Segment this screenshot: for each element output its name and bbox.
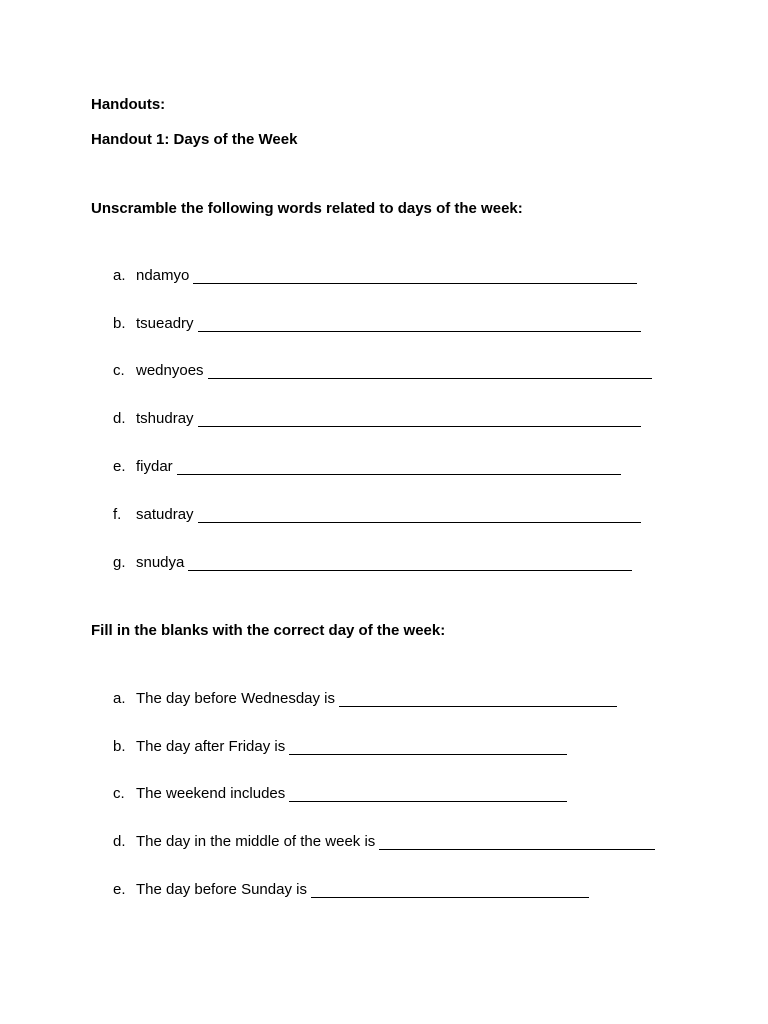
answer-blank[interactable] (198, 411, 641, 427)
unscramble-item (113, 314, 641, 334)
fill-in-prompt: The weekend includes (136, 785, 286, 802)
fill-in-item (113, 689, 617, 709)
item-letter: d. (113, 410, 126, 427)
answer-blank[interactable] (188, 555, 632, 571)
fill-in-item (113, 880, 589, 900)
unscramble-instruction: Unscramble the following words related to days of the week: (91, 200, 523, 217)
unscramble-item (113, 553, 632, 573)
item-letter: a. (113, 690, 126, 707)
answer-blank[interactable] (339, 691, 617, 707)
item-letter: b. (113, 738, 126, 755)
answer-blank[interactable] (379, 834, 655, 850)
unscramble-item (113, 409, 641, 429)
item-letter: a. (113, 267, 126, 284)
unscramble-item (113, 505, 641, 525)
fill-in-prompt: The day after Friday is (136, 738, 286, 755)
scrambled-word: fiydar (136, 458, 173, 475)
answer-blank[interactable] (193, 268, 637, 284)
answer-blank[interactable] (198, 507, 641, 523)
scrambled-word: snudya (136, 554, 185, 571)
item-letter: c. (113, 362, 125, 379)
answer-blank[interactable] (289, 786, 567, 802)
item-letter: c. (113, 785, 125, 802)
item-letter: b. (113, 315, 126, 332)
item-letter: d. (113, 833, 126, 850)
scrambled-word: tshudray (136, 410, 194, 427)
fill-in-prompt: The day in the middle of the week is (136, 833, 376, 850)
unscramble-item (113, 457, 621, 477)
answer-blank[interactable] (208, 363, 652, 379)
fill-in-item (113, 784, 567, 804)
answer-blank[interactable] (311, 882, 589, 898)
scrambled-word: ndamyo (136, 267, 190, 284)
scrambled-word: wednyoes (136, 362, 204, 379)
handouts-label: Handouts: (91, 96, 166, 113)
handout-title: Handout 1: Days of the Week (91, 131, 298, 148)
answer-blank[interactable] (198, 316, 641, 332)
fill-in-prompt: The day before Wednesday is (136, 690, 336, 707)
unscramble-item (113, 361, 652, 381)
scrambled-word: satudray (136, 506, 194, 523)
answer-blank[interactable] (289, 739, 567, 755)
item-letter: e. (113, 458, 126, 475)
answer-blank[interactable] (177, 459, 621, 475)
fill-in-prompt: The day before Sunday is (136, 881, 307, 898)
item-letter: e. (113, 881, 126, 898)
unscramble-item (113, 266, 637, 286)
fill-in-item (113, 832, 655, 852)
fill-in-instruction: Fill in the blanks with the correct day of the week: (91, 622, 446, 639)
item-letter: g. (113, 554, 126, 571)
item-letter: f. (113, 506, 122, 523)
scrambled-word: tsueadry (136, 315, 194, 332)
fill-in-item (113, 737, 567, 757)
